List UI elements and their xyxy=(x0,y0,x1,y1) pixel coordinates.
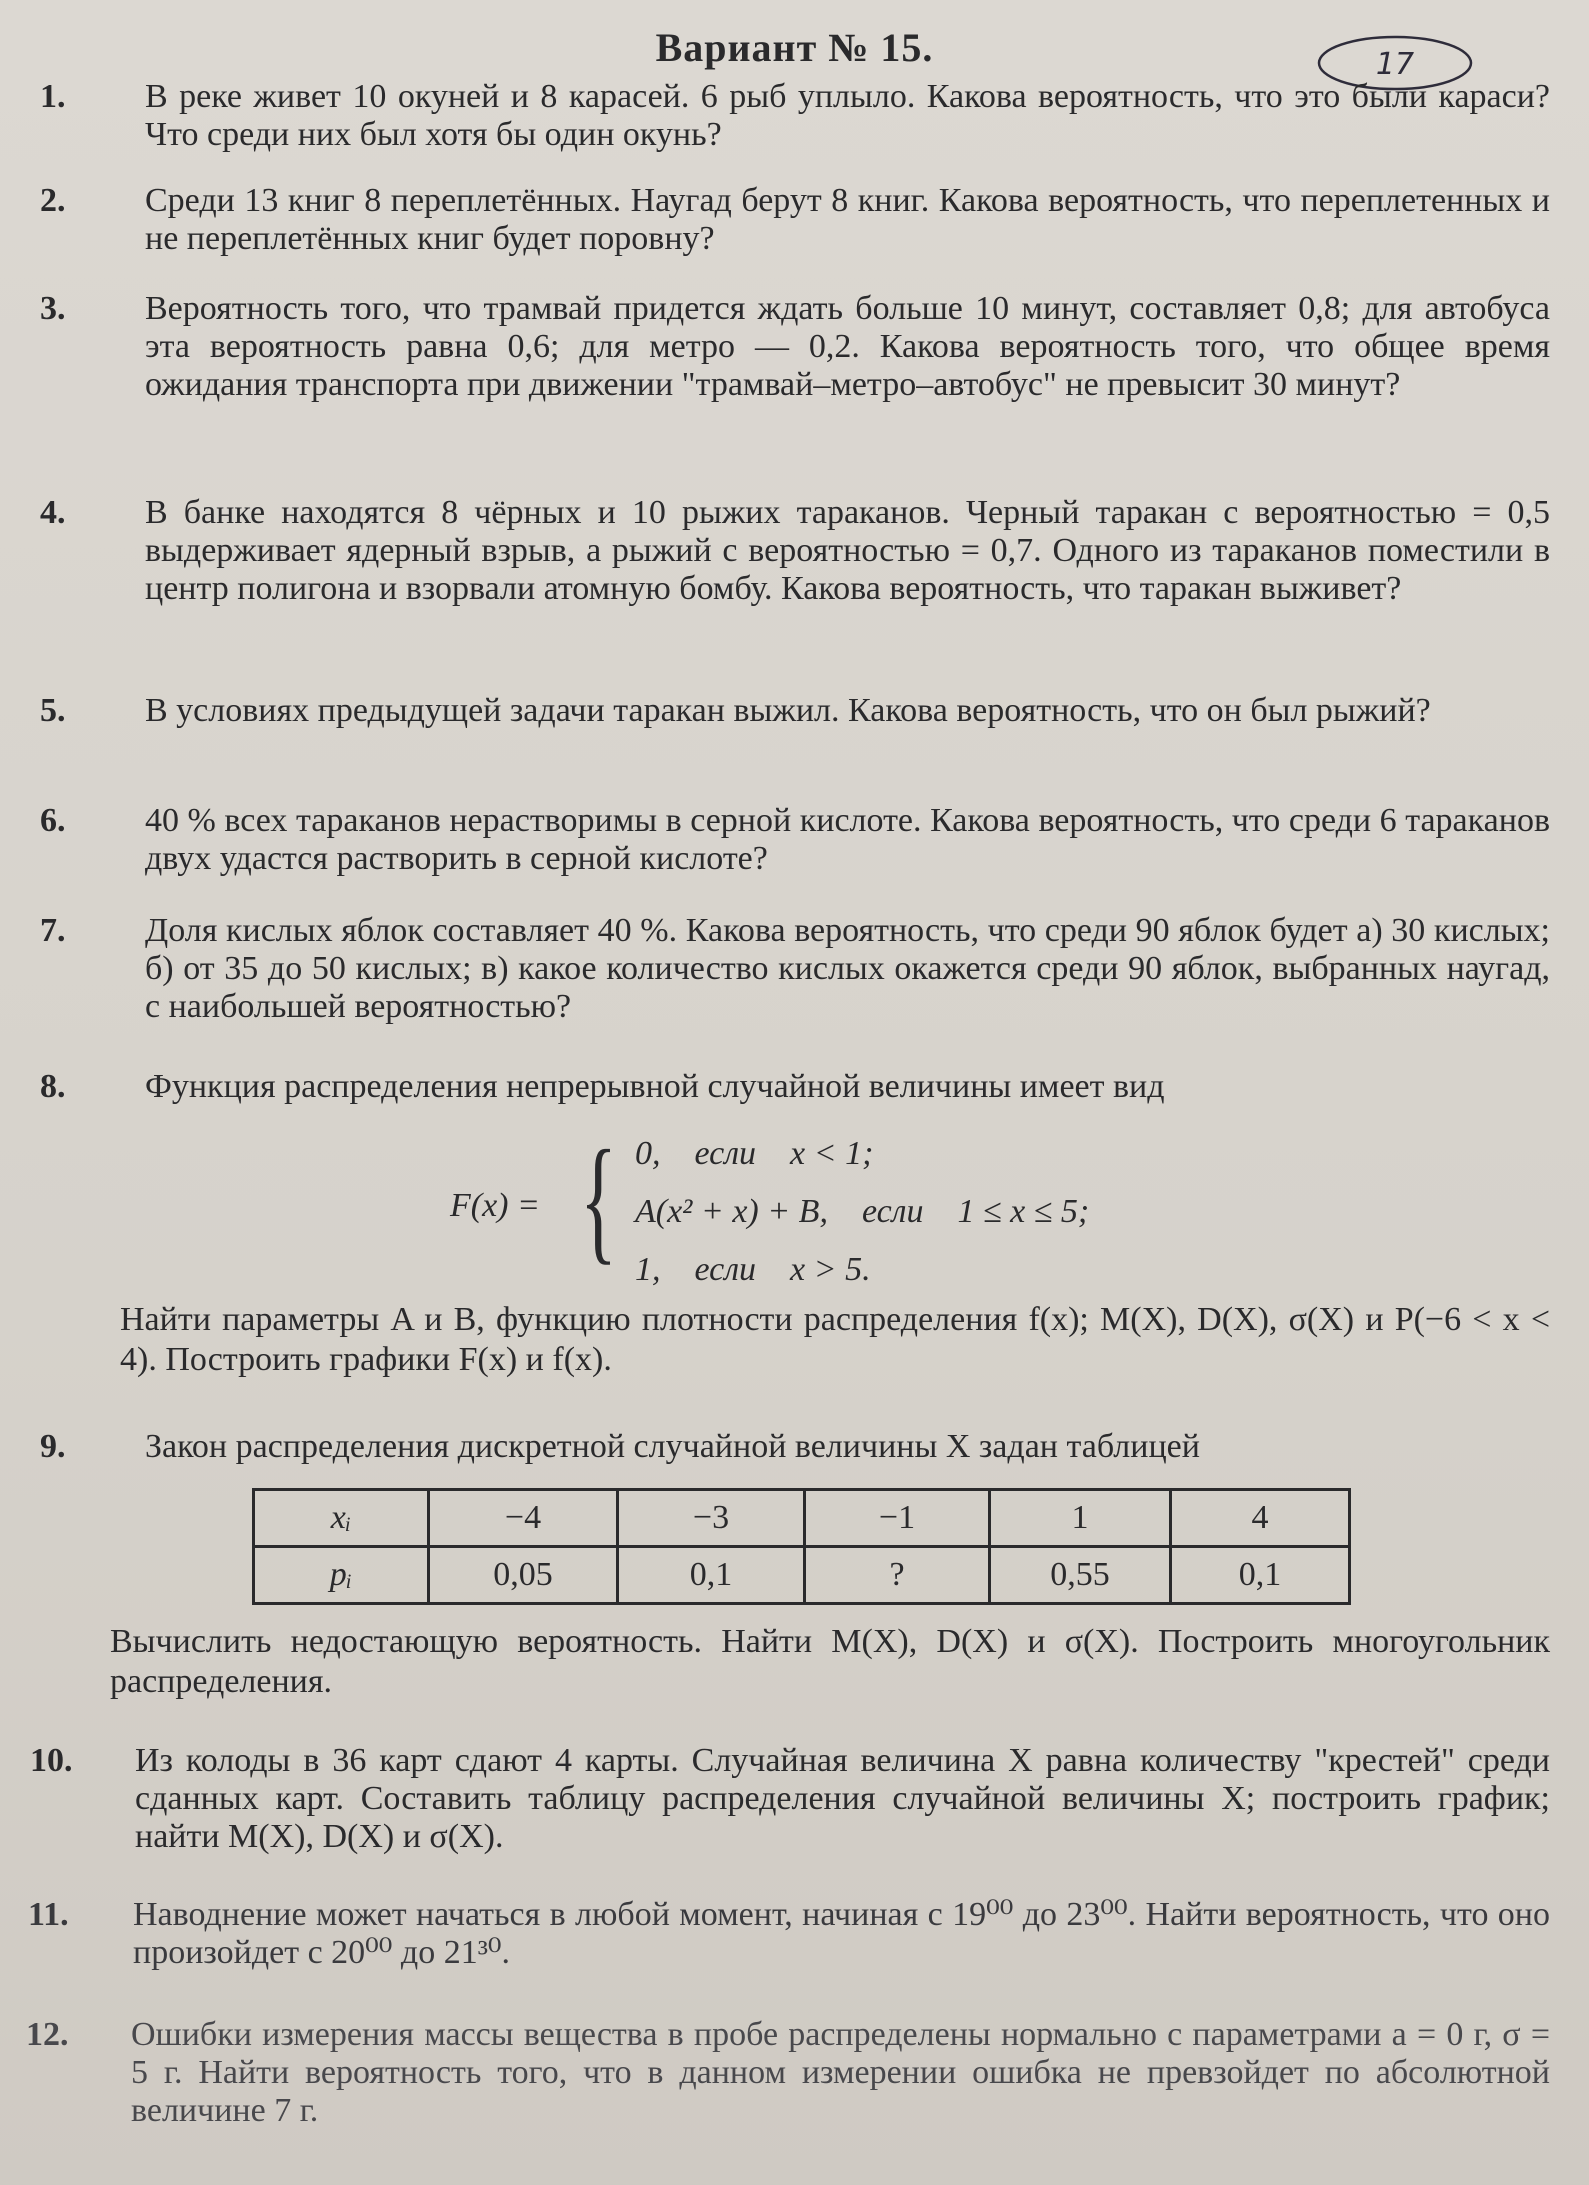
task-number: 4. xyxy=(40,494,66,531)
task-text: Среди 13 книг 8 переплетённых. Наугад берут 8 книг. Какова вероятность, что переплетенных и не переплетённых книг будет поровну? xyxy=(145,182,1550,257)
table-row xyxy=(254,1490,1350,1547)
table-cell: −4 xyxy=(429,1490,618,1547)
task-text: Функция распределения непрерывной случайной величины имеет вид xyxy=(145,1068,1165,1105)
task-number: 10. xyxy=(30,1742,73,1779)
table-cell: −3 xyxy=(618,1490,805,1547)
task-text: Доля кислых яблок составляет 40 %. Какова вероятность, что среди 90 яблок будет а) 30 кислых; б) от 35 до 50 кислых; в) какое количество кислых окажется среди 90 яблок, выбранных наугад, с наибольшей вероятностью? xyxy=(145,912,1550,1025)
task-8 xyxy=(40,1068,1550,1106)
task-number: 5. xyxy=(40,692,66,729)
task-number: 11. xyxy=(28,1896,69,1933)
task-number: 3. xyxy=(40,290,66,327)
task-9 xyxy=(40,1428,1550,1466)
table-cell: 0,55 xyxy=(990,1547,1171,1604)
distribution-function-formula xyxy=(450,1122,1150,1305)
task-number: 6. xyxy=(40,802,66,839)
task-11 xyxy=(28,1896,1550,1972)
distribution-table xyxy=(252,1488,1351,1605)
task-9-instructions: Вычислить недостающую вероятность. Найти M(X), D(X) и σ(X). Построить многоугольник распределения. xyxy=(110,1623,1550,1700)
task-8-instructions: Найти параметры A и B, функцию плотности распределения f(x); M(X), D(X), σ(X) и P(−6 < x < 4). Построить графики F(x) и f(x). xyxy=(120,1301,1550,1378)
formula-case-3: 1, если x > 5. xyxy=(635,1251,871,1288)
task-text: Из колоды в 36 карт сдают 4 карты. Случайная величина X равна количеству "крестей" среди сданных карт. Составить таблицу распределения случайной величины X; построить график; найти M(X), D(X) и σ(X). xyxy=(135,1742,1550,1855)
table-cell: −1 xyxy=(805,1490,990,1547)
table-cell: 1 xyxy=(990,1490,1171,1547)
task-text: 40 % всех тараканов нерастворимы в серной кислоте. Какова вероятность, что среди 6 тараканов двух удастся растворить в серной кислоте? xyxy=(145,802,1550,877)
task-6 xyxy=(40,802,1550,878)
task-text: Наводнение может начаться в любой момент, начиная с 19⁰⁰ до 23⁰⁰. Найти вероятность, что оно произойдет с 20⁰⁰ до 21³⁰. xyxy=(133,1896,1550,1971)
task-1 xyxy=(40,78,1550,154)
task-2 xyxy=(40,182,1550,258)
task-number: 2. xyxy=(40,182,66,219)
task-4 xyxy=(40,494,1550,608)
task-3 xyxy=(40,290,1550,404)
task-12 xyxy=(26,2016,1550,2130)
table-header-cell: xᵢ xyxy=(254,1490,429,1547)
table-cell: 0,05 xyxy=(429,1547,618,1604)
table-cell: 0,1 xyxy=(618,1547,805,1604)
task-7 xyxy=(40,912,1550,1026)
task-number: 1. xyxy=(40,78,66,115)
formula-lhs: F(x) = xyxy=(450,1187,540,1224)
task-5 xyxy=(40,692,1550,730)
table-row xyxy=(254,1547,1350,1604)
task-number: 7. xyxy=(40,912,66,949)
table-header-cell: pᵢ xyxy=(254,1547,429,1604)
task-10 xyxy=(30,1742,1550,1856)
formula-case-2: A(x² + x) + B, если 1 ≤ x ≤ 5; xyxy=(635,1193,1090,1230)
page-title: Вариант № 15. xyxy=(655,25,934,70)
formula-case-1: 0, если x < 1; xyxy=(635,1135,874,1172)
task-text: В банке находятся 8 чёрных и 10 рыжих тараканов. Черный таракан с вероятностью = 0,5 выдерживает ядерный взрыв, а рыжий с вероятностью = 0,7. Одного из тараканов поместили в центр полигона и взорвали атомную бомбу. Какова вероятность, что таракан выживет? xyxy=(145,494,1550,607)
task-number: 12. xyxy=(26,2016,69,2053)
task-text: Закон распределения дискретной случайной величины X задан таблицей xyxy=(145,1428,1200,1465)
task-number: 8. xyxy=(40,1068,66,1105)
formula-brace: { xyxy=(580,1122,617,1277)
table-cell: 0,1 xyxy=(1171,1547,1350,1604)
task-text: В условиях предыдущей задачи таракан выжил. Какова вероятность, что он был рыжий? xyxy=(145,692,1431,729)
table-cell: 4 xyxy=(1171,1490,1350,1547)
task-number: 9. xyxy=(40,1428,66,1465)
task-text: Ошибки измерения массы вещества в пробе распределены нормально с параметрами a = 0 г, σ = 5 г. Найти вероятность того, что в данном измерении ошибка не превзойдет по абсолютной величине 7 г. xyxy=(131,2016,1550,2129)
svg-text:17: 17 xyxy=(1375,47,1415,82)
task-text: Вероятность того, что трамвай придется ждать больше 10 минут, составляет 0,8; для автобуса эта вероятность равна 0,6; для метро — 0,2. Какова вероятность того, что общее время ожидания транспорта при движении "трамвай–метро–автобус" не превысит 30 минут? xyxy=(145,290,1550,403)
table-cell: ? xyxy=(805,1547,990,1604)
task-text: В реке живет 10 окуней и 8 карасей. 6 рыб уплыло. Какова вероятность, что это были караси? Что среди них был хотя бы один окунь? xyxy=(145,78,1550,153)
